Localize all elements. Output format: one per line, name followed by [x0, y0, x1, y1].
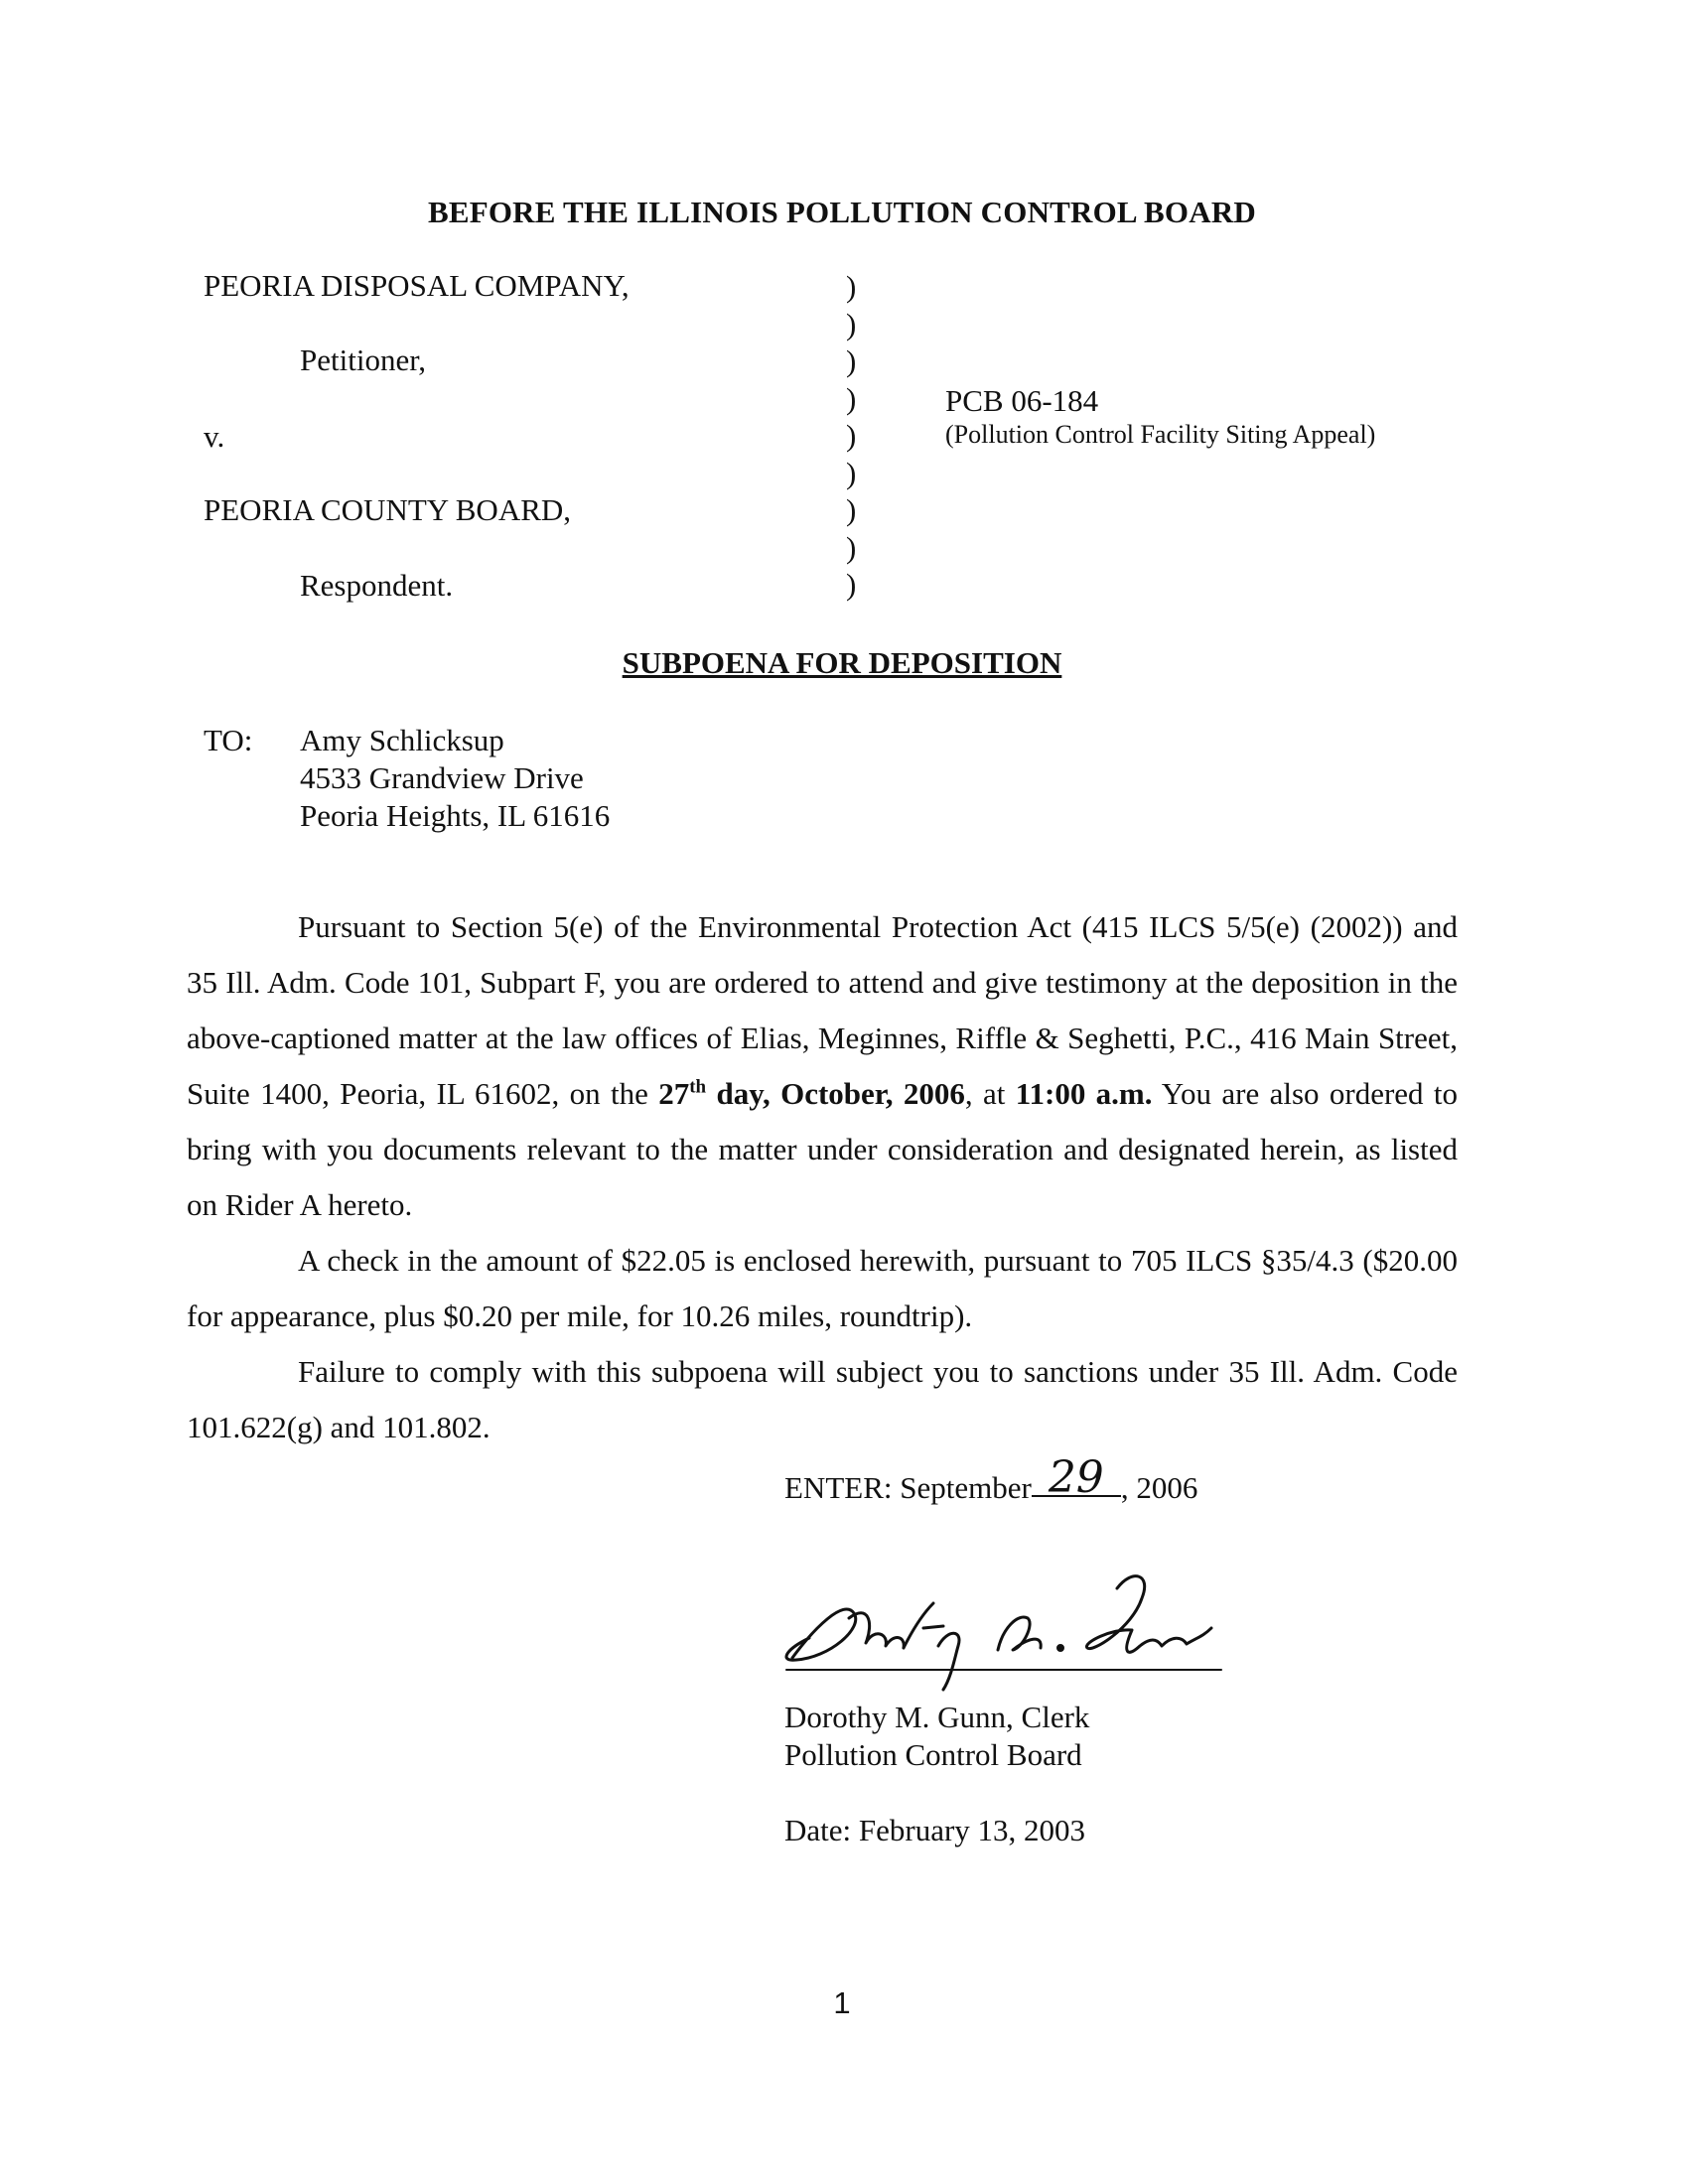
- order-text: Pursuant to Section 5(e) of the Environmental Protection Act (415 ILCS 5/5(e) (2002)) and 35 Ill. Adm. Code 101, Subpart F, you are ordered to attend and give testimony at the deposition in the above-captioned matter at the law offices of Elias, Meginnes, Riffle & Seghetti, P.C., 416 Main Street, Suite 1400, Peoria, IL 61602, on the: [187, 909, 1458, 1111]
- court-title: BEFORE THE ILLINOIS POLLUTION CONTROL BOARD: [427, 195, 1257, 229]
- clerk-signature: [774, 1559, 1231, 1698]
- handwritten-day: 29: [1032, 1461, 1121, 1497]
- page-number: 1: [833, 1985, 851, 2020]
- case-description: (Pollution Control Facility Siting Appeal): [945, 420, 1376, 449]
- caption-paren: ): [846, 306, 857, 341]
- respondent-name: PEORIA COUNTY BOARD,: [204, 492, 572, 527]
- recipient-street: 4533 Grandview Drive: [300, 760, 584, 795]
- petitioner-role: Petitioner,: [300, 342, 427, 377]
- form-date: Date: February 13, 2003: [784, 1813, 1086, 1847]
- caption-paren: ): [846, 529, 857, 565]
- signer-name: Dorothy M. Gunn, Clerk: [784, 1700, 1090, 1734]
- documents-order-text: You are also ordered to bring with you documents relevant to the matter under consideration and designated herein, as listed on Rider A hereto.: [187, 1076, 1459, 1222]
- caption-paren: ): [846, 269, 857, 304]
- caption-paren: ): [846, 492, 857, 527]
- respondent-role: Respondent.: [300, 568, 454, 603]
- deposition-time: 11:00 a.m.: [1015, 1076, 1153, 1111]
- sanctions-text: Failure to comply with this subpoena will subject you to sanctions under 35 Ill. Adm. Code 101.622(g) and 101.802.: [187, 1354, 1458, 1444]
- body-paragraph-3: [187, 1344, 1458, 1455]
- body-paragraph-2: [187, 1233, 1458, 1344]
- case-number: PCB 06-184: [945, 383, 1099, 418]
- document-title: SUBPOENA FOR DEPOSITION: [622, 645, 1062, 680]
- versus-label: v.: [204, 419, 225, 454]
- witness-fee-text: A check in the amount of $22.05 is enclosed herewith, pursuant to 705 ILCS §35/4.3 ($20.00 for appearance, plus $0.20 per mile, for 10.26 miles, roundtrip).: [187, 1243, 1458, 1333]
- enter-date: ENTER: September 29 , 2006: [784, 1452, 1198, 1505]
- petitioner-name: PEORIA DISPOSAL COMPANY,: [204, 268, 630, 303]
- body-paragraph-1: [187, 899, 1458, 1233]
- recipient-label: TO:: [204, 723, 253, 757]
- caption-paren: ): [846, 343, 857, 378]
- recipient-city: Peoria Heights, IL 61616: [300, 798, 611, 833]
- caption-parentheses: [846, 268, 856, 604]
- caption-paren: ): [846, 418, 857, 453]
- caption-paren: ): [846, 380, 857, 416]
- deposition-day: 27th day, October, 2006: [658, 1076, 965, 1111]
- caption-paren: ): [846, 455, 857, 490]
- caption-paren: ): [846, 567, 857, 602]
- recipient-name: Amy Schlicksup: [300, 723, 504, 757]
- signer-office: Pollution Control Board: [784, 1737, 1082, 1772]
- order-text-join: , at: [964, 1076, 1016, 1111]
